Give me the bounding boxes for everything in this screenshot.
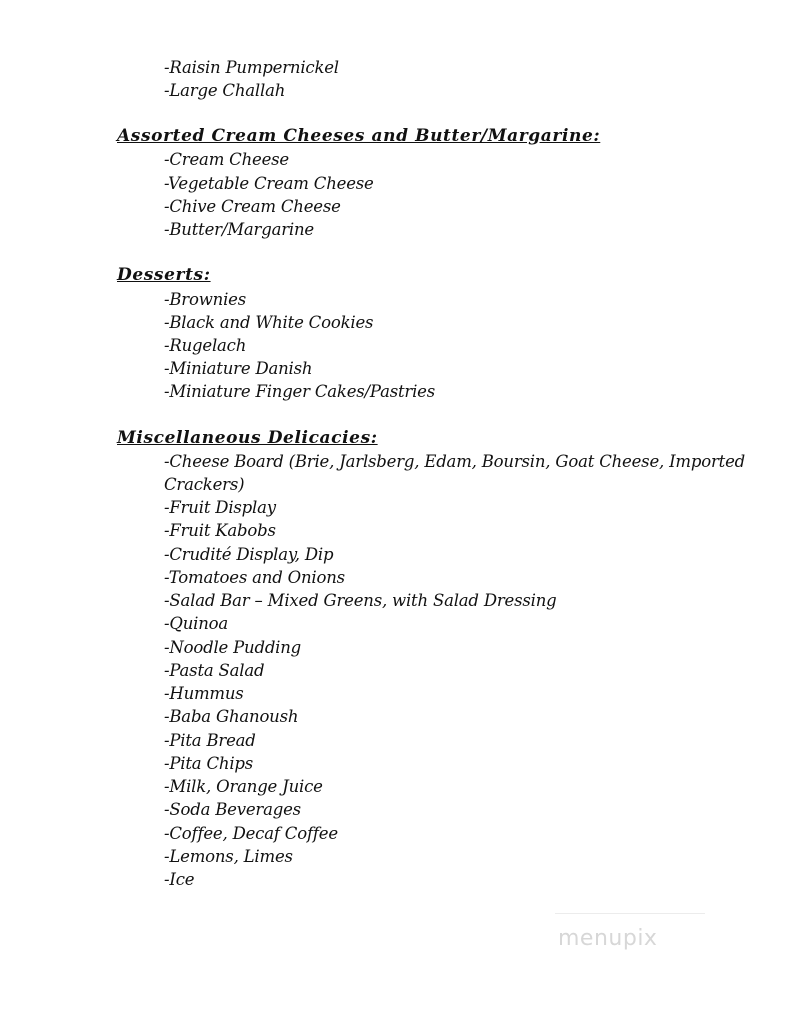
list-item: -Miniature Danish — [164, 359, 313, 378]
list-item: -Quinoa — [164, 614, 229, 633]
list-item: -Noodle Pudding — [164, 638, 302, 657]
list-item: -Tomatoes and Onions — [164, 568, 345, 587]
watermark-rule — [555, 913, 705, 914]
list-item: -Fruit Kabobs — [164, 521, 276, 540]
list-item: -Pasta Salad — [164, 661, 265, 680]
list-item: -Milk, Orange Juice — [164, 777, 323, 796]
list-item: -Baba Ghanoush — [164, 707, 299, 726]
list-item: -Lemons, Limes — [164, 847, 293, 866]
list-item: -Ice — [164, 870, 195, 889]
list-item: -Miniature Finger Cakes/Pastries — [164, 382, 435, 401]
list-item: -Coffee, Decaf Coffee — [164, 824, 338, 843]
list-item: -Pita Chips — [164, 754, 254, 773]
list-item: -Crudité Display, Dip — [164, 545, 334, 564]
list-item: -Cream Cheese — [164, 150, 289, 169]
list-item: -Large Challah — [164, 81, 286, 100]
list-item: -Brownies — [164, 290, 246, 309]
list-item: -Butter/Margarine — [164, 220, 314, 239]
list-item: -Rugelach — [164, 336, 247, 355]
list-item: -Salad Bar – Mixed Greens, with Salad Dressing — [164, 591, 557, 610]
list-item: -Vegetable Cream Cheese — [164, 174, 374, 193]
list-item: -Chive Cream Cheese — [164, 197, 341, 216]
list-item: -Pita Bread — [164, 731, 256, 750]
list-item: -Fruit Display — [164, 498, 276, 517]
section-heading-cream-cheeses: Assorted Cream Cheeses and Butter/Margarine: — [117, 126, 601, 146]
list-item: -Soda Beverages — [164, 800, 301, 819]
section-heading-desserts: Desserts: — [117, 265, 211, 285]
list-item: Crackers) — [164, 475, 245, 494]
watermark-logo: menupix — [558, 926, 658, 951]
list-item: -Hummus — [164, 684, 244, 703]
list-item: -Raisin Pumpernickel — [164, 58, 339, 77]
list-item: -Black and White Cookies — [164, 313, 374, 332]
section-heading-miscellaneous: Miscellaneous Delicacies: — [117, 428, 378, 448]
list-item: -Cheese Board (Brie, Jarlsberg, Edam, Boursin, Goat Cheese, Imported — [164, 452, 746, 471]
